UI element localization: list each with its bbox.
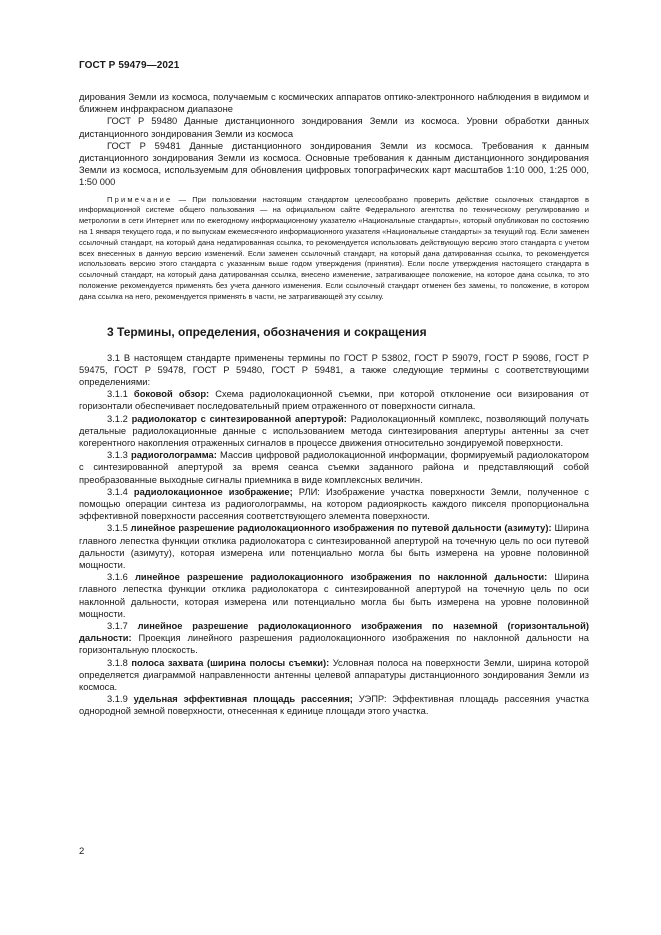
document-header: ГОСТ Р 59479—2021 xyxy=(79,60,180,71)
term-entry xyxy=(79,693,589,717)
term-name: линейное разрешение радиолокационного изображения по наземной (горизонтальной) дальности: xyxy=(79,621,589,644)
term-number: 3.1.1 xyxy=(107,389,128,400)
section-heading: 3 Термины, определения, обозначения и сокращения xyxy=(107,324,427,339)
term-number: 3.1.3 xyxy=(107,450,128,461)
term-name: линейное разрешение радиолокационного изображения по наклонной дальности: xyxy=(135,572,548,583)
term-name: радиоголограмма: xyxy=(130,450,217,461)
term-definition: Ширина главного лепестка функции отклика радиолокатора с синтезированной апертурой на точечную цель по оси путевой дальности (азимуту), которая измерена или потенциально могла бы быть измерена на уровне половинной мощности. xyxy=(79,523,589,571)
term-entry xyxy=(79,388,589,412)
term-entry xyxy=(79,486,589,523)
term-definition: Радиолокационный комплекс, позволяющий получать детальные радиолокационные данные с использованием метода синтезирования апертуры антенны за счет когерентного накопления отраженных сигналов в процессе движения относительно зондируемой поверхности. xyxy=(79,413,589,449)
term-number: 3.1.2 xyxy=(107,413,128,424)
term-entry xyxy=(79,620,589,657)
reference-continuation: дирования Земли из космоса, получаемым с космических аппаратов оптико-электронного наблюдения в видимом и ближнем инфракрасном диапазоне xyxy=(79,92,589,115)
term-name: полоса захвата (ширина полосы съемки): xyxy=(131,657,330,668)
term-entry xyxy=(79,571,589,620)
term-number: 3.1.4 xyxy=(107,486,128,497)
term-definition: Схема радиолокационной съемки, при которой отклонение оси визирования от горизонтали обеспечивает последовательный прием отраженного от поверхности сигнала. xyxy=(79,389,589,412)
term-definition: РЛИ: Изображение участка поверхности Земли, полученное с помощью операции синтеза из радиоголограммы, на котором радиояркость каждого пикселя пропорциональна эффективной поверхности рассеяния соответствующего элемента поверхности. xyxy=(79,486,589,522)
term-name: радиолокационное изображение; xyxy=(133,486,293,497)
term-definition: Проекция линейного разрешения радиолокационного изображения по наклонной дальности на горизонтальную плоскость. xyxy=(79,633,589,656)
term-name: удельная эффективная площадь рассеяния; xyxy=(133,694,353,705)
term-entry xyxy=(79,449,589,486)
page-number: 2 xyxy=(79,846,85,857)
term-number: 3.1.9 xyxy=(107,694,128,705)
term-definition: Массив цифровой радиолокационной информации, формируемый радиолокатором с синтезированной апертурой за время сеанса съемки заданного района и представляющий собой преобразованные выходные сигналы приемника в виде комплексных величин. xyxy=(79,450,589,485)
term-entry xyxy=(79,657,589,694)
term-entry xyxy=(79,413,589,450)
term-definition: Условная полоса на поверхности Земли, ширина которой определяется диаграммой направленности антенны целевой аппаратуры дистанционного зондирования Земли из космоса. xyxy=(79,657,589,693)
term-number: 3.1.5 xyxy=(107,523,128,534)
note-text: При пользовании настоящим стандартом целесообразно проверить действие ссылочных стандартов в информационной системе общего пользования — на официальном сайте Федерального агентства по техническому регулированию и метрологии в сети Интернет или по ежегодному информационному указателю «Национальные стандарты», который опубликован по состоянию на 1 января текущего года, и по выпускам ежемесячного информационного указателя «Национальные стандарты» за текущий год. Если заменен ссылочный стандарт, на который дана недатированная ссылка, то рекомендуется использовать действующую версию этого стандарта с учетом всех внесенных в данную версию изменений. Если заменен ссылочный стандарт, на который дана датированная ссылка, то рекомендуется использовать версию этого стандарта с указанным выше годом утверждения (принятия). Если после утверждения настоящего стандарта в ссылочный стандарт, на который дана датированная ссылка, внесено изменение, затрагивающее положение, на которое дана ссылка, то это положение рекомендуется применять без учета данного изменения. Если ссылочный стандарт отменен без замены, то положение, в котором дана ссылка на него, рекомендуется применять в части, не затрагивающей эту ссылку. xyxy=(79,194,589,301)
term-entry xyxy=(79,522,589,571)
term-number: 3.1.7 xyxy=(107,621,128,632)
note-block xyxy=(79,195,589,303)
term-name: радиолокатор с синтезированной апертурой: xyxy=(131,413,347,424)
term-definition: УЭПР: Эффективная площадь рассеяния участка однородной земной поверхности, отнесенная к единице площади этого участка. xyxy=(79,694,589,717)
term-number: 3.1.8 xyxy=(107,657,128,668)
note-dash: — xyxy=(178,194,187,204)
note-label: Примечание xyxy=(107,194,173,204)
reference-gost-59481: ГОСТ Р 59481 Данные дистанционного зондирования Земли из космоса. Требования к данным дистанционного зондирования Земли из космоса. Основные требования к данным дистанционного зондирования Земли из космоса, используемым для обновления цифровых топографических карт масштабов 1:10 000, 1:25 000, 1:50 000 xyxy=(79,140,589,188)
term-number: 3.1.6 xyxy=(107,572,128,583)
reference-gost-59480: ГОСТ Р 59480 Данные дистанционного зондирования Земли из космоса. Уровни обработки данных дистанционного зондирования Земли из космоса xyxy=(79,116,589,139)
page-content xyxy=(79,91,589,718)
term-name: боковой обзор: xyxy=(133,389,210,400)
term-name: линейное разрешение радиолокационного изображения по путевой дальности (азимуту): xyxy=(130,523,552,534)
term-definition: Ширина главного лепестка функции отклика радиолокатора с синтезированной апертурой на точечную цель по оси наклонной дальности, которая измерена или потенциально могла бы быть измерена на уровне половинной мощности. xyxy=(79,572,589,619)
section-intro: 3.1 В настоящем стандарте применены термины по ГОСТ Р 53802, ГОСТ Р 59079, ГОСТ Р 59086, ГОСТ Р 59475, ГОСТ Р 59478, ГОСТ Р 59480, ГОСТ Р 59481, а также следующие термины с соответствующими определениями: xyxy=(79,352,589,387)
